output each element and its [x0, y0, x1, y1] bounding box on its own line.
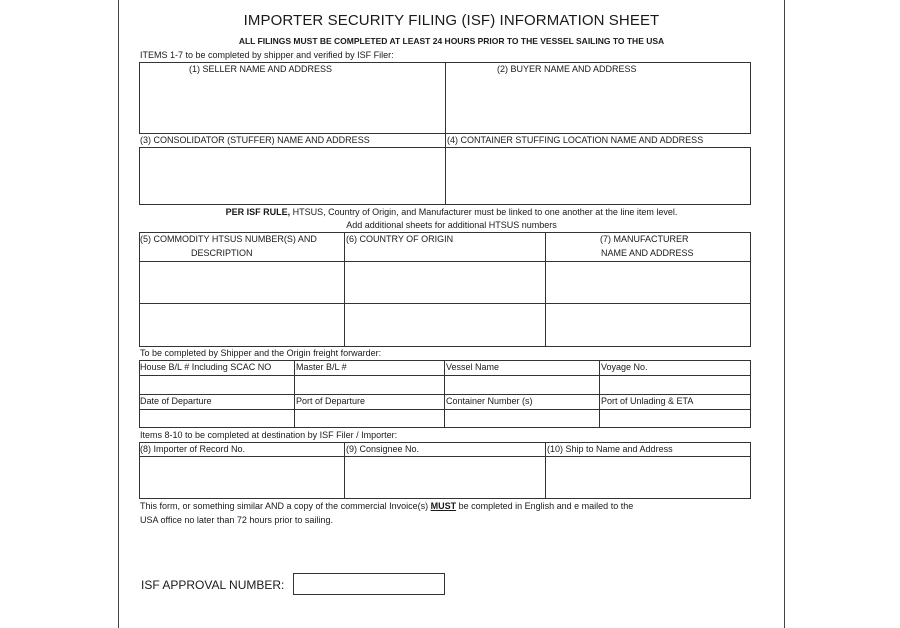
importer-record-field[interactable]: [140, 457, 343, 498]
date-departure-label: Date of Departure: [140, 396, 212, 406]
origin-field-row1[interactable]: [345, 262, 544, 302]
port-unlading-field[interactable]: [600, 410, 750, 427]
consignee-field[interactable]: [345, 457, 544, 498]
house-bl-label: House B/L # Including SCAC NO: [140, 362, 272, 372]
approval-number-input[interactable]: [293, 573, 445, 595]
footer-text-before: This form, or something similar AND a copy of the commercial Invoice(s): [140, 501, 431, 511]
voyage-no-label: Voyage No.: [601, 362, 648, 372]
vessel-name-label: Vessel Name: [446, 362, 500, 372]
manufacturer-label-line2: NAME AND ADDRESS: [601, 248, 694, 258]
seller-field[interactable]: [140, 78, 444, 133]
container-number-label: Container Number (s): [446, 396, 533, 406]
master-bl-label: Master B/L #: [296, 362, 347, 372]
importer-record-label: (8) Importer of Record No.: [140, 444, 246, 454]
manufacturer-field-row2[interactable]: [546, 304, 750, 346]
buyer-field[interactable]: [446, 78, 750, 133]
form-subtitle: ALL FILINGS MUST BE COMPLETED AT LEAST 24 HOURS PRIOR TO THE VESSEL SAILING TO THE USA: [238, 36, 665, 46]
consignee-label: (9) Consignee No.: [346, 444, 420, 454]
footer-text-line2: USA office no later than 72 hours prior to sailing.: [140, 515, 333, 525]
port-departure-field[interactable]: [295, 410, 443, 427]
isf-rule-text: [119, 206, 784, 218]
origin-field-row2[interactable]: [345, 304, 544, 346]
port-unlading-label: Port of Unlading & ETA: [601, 396, 694, 406]
approval-number-label: ISF APPROVAL NUMBER:: [141, 578, 285, 592]
items-1-7-note: ITEMS 1-7 to be completed by shipper and verified by ISF Filer:: [140, 50, 394, 60]
htsus-field-row1[interactable]: [140, 262, 343, 302]
shipper-note: To be completed by Shipper and the Origin freight forwarder:: [140, 348, 382, 358]
htsus-field-row2[interactable]: [140, 304, 343, 346]
consolidator-field[interactable]: [140, 148, 444, 204]
master-bl-field[interactable]: [295, 376, 443, 393]
destination-note: Items 8-10 to be completed at destination by ISF Filer / Importer:: [140, 430, 398, 440]
date-departure-field[interactable]: [140, 410, 293, 427]
footer-text-after: be completed in English and e mailed to the: [456, 501, 634, 511]
manufacturer-label-line1: (7) MANUFACTURER: [600, 234, 689, 244]
form-title: IMPORTER SECURITY FILING (ISF) INFORMATION SHEET: [243, 12, 660, 29]
consolidator-label: (3) CONSOLIDATOR (STUFFER) NAME AND ADDRESS: [140, 135, 370, 145]
form-page: [118, 0, 785, 628]
footer-must: MUST: [430, 501, 457, 511]
port-departure-label: Port of Departure: [296, 396, 366, 406]
house-bl-field[interactable]: [140, 376, 293, 393]
isf-rule-line2: Add additional sheets for additional HTSUS numbers: [346, 220, 557, 230]
ship-to-field[interactable]: [546, 457, 750, 498]
vessel-name-field[interactable]: [445, 376, 598, 393]
isf-rule-rest: HTSUS, Country of Origin, and Manufacturer must be linked to one another at the line item level.: [290, 207, 678, 217]
shipping-rule-2: [139, 394, 751, 395]
seller-label: (1) SELLER NAME AND ADDRESS: [189, 64, 333, 74]
stuffing-location-field[interactable]: [446, 148, 750, 204]
footer-text-line1: [140, 501, 633, 511]
voyage-no-field[interactable]: [600, 376, 750, 393]
isf-rule-bold: PER ISF RULE,: [225, 207, 291, 217]
stuffing-location-label: (4) CONTAINER STUFFING LOCATION NAME AND ADDRESS: [447, 135, 704, 145]
container-number-field[interactable]: [445, 410, 598, 427]
manufacturer-field-row1[interactable]: [546, 262, 750, 302]
buyer-label: (2) BUYER NAME AND ADDRESS: [497, 64, 637, 74]
htsus-label-line2: DESCRIPTION: [191, 248, 253, 258]
htsus-label-line1: (5) COMMODITY HTSUS NUMBER(S) AND: [140, 234, 317, 244]
ship-to-label: (10) Ship to Name and Address: [547, 444, 673, 454]
country-origin-label: (6) COUNTRY OF ORIGIN: [346, 234, 454, 244]
